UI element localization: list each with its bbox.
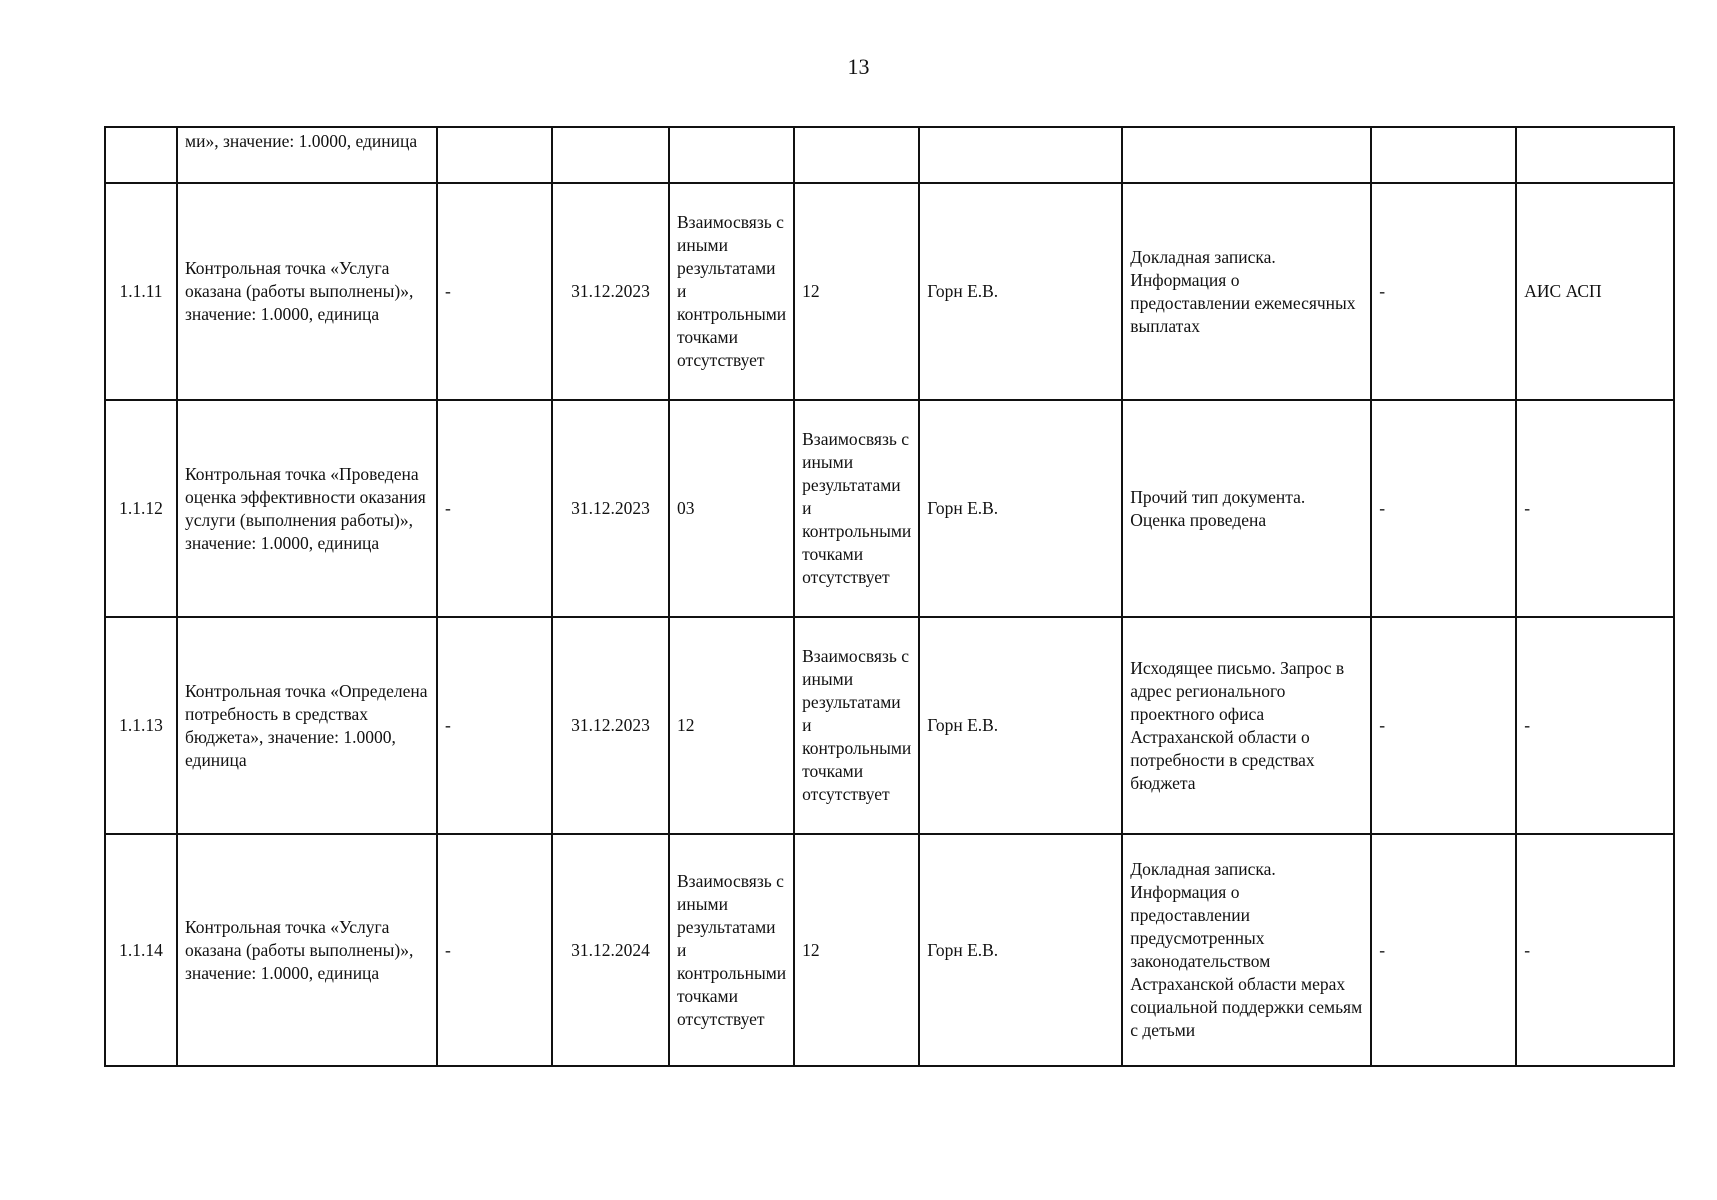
cell-document: Докладная записка. Информация о предоставлении предусмотренных законодательством Астраханской области мерах социальной поддержки семьям с детьми bbox=[1122, 834, 1371, 1066]
cell-document: Прочий тип документа. Оценка проведена bbox=[1122, 400, 1371, 617]
cell-number: 1.1.14 bbox=[105, 834, 177, 1066]
cell-number: 1.1.11 bbox=[105, 183, 177, 400]
cell-code: 03 bbox=[669, 400, 794, 617]
cell-responsible: Горн Е.В. bbox=[919, 834, 1122, 1066]
table-row bbox=[105, 617, 1674, 834]
cell-col3: - bbox=[437, 400, 552, 617]
cell-date: 31.12.2024 bbox=[552, 834, 669, 1066]
cell-code: 12 bbox=[669, 617, 794, 834]
cell-empty bbox=[669, 127, 794, 183]
cell-col3: - bbox=[437, 183, 552, 400]
control-points-table bbox=[104, 126, 1675, 1067]
cell-empty bbox=[437, 127, 552, 183]
cell-system: - bbox=[1516, 400, 1674, 617]
cell-code: 12 bbox=[794, 183, 919, 400]
cell-empty bbox=[105, 127, 177, 183]
cell-system: - bbox=[1516, 834, 1674, 1066]
cell-empty bbox=[1371, 127, 1516, 183]
cell-continued-text: ми», значение: 1.0000, единица bbox=[177, 127, 437, 183]
cell-col10: - bbox=[1371, 400, 1516, 617]
cell-date: 31.12.2023 bbox=[552, 617, 669, 834]
cell-date: 31.12.2023 bbox=[552, 400, 669, 617]
cell-empty bbox=[794, 127, 919, 183]
cell-control-point: Контрольная точка «Определена потребность в средствах бюджета», значение: 1.0000, единица bbox=[177, 617, 437, 834]
cell-control-point: Контрольная точка «Услуга оказана (работы выполнены)», значение: 1.0000, единица bbox=[177, 183, 437, 400]
cell-responsible: Горн Е.В. bbox=[919, 617, 1122, 834]
cell-system: - bbox=[1516, 617, 1674, 834]
table-row bbox=[105, 834, 1674, 1066]
cell-responsible: Горн Е.В. bbox=[919, 183, 1122, 400]
cell-number: 1.1.12 bbox=[105, 400, 177, 617]
cell-empty bbox=[1122, 127, 1371, 183]
cell-system: АИС АСП bbox=[1516, 183, 1674, 400]
cell-col10: - bbox=[1371, 617, 1516, 834]
cell-col10: - bbox=[1371, 834, 1516, 1066]
cell-number: 1.1.13 bbox=[105, 617, 177, 834]
cell-control-point: Контрольная точка «Услуга оказана (работы выполнены)», значение: 1.0000, единица bbox=[177, 834, 437, 1066]
page-number: 13 bbox=[847, 54, 870, 79]
cell-empty bbox=[552, 127, 669, 183]
cell-relation: Взаимосвязь с иными результатами и контрольными точками отсутствует bbox=[794, 617, 919, 834]
cell-col10: - bbox=[1371, 183, 1516, 400]
table-row-continued bbox=[105, 127, 1674, 183]
table-row bbox=[105, 400, 1674, 617]
cell-col3: - bbox=[437, 834, 552, 1066]
cell-date: 31.12.2023 bbox=[552, 183, 669, 400]
table-row bbox=[105, 183, 1674, 400]
cell-responsible: Горн Е.В. bbox=[919, 400, 1122, 617]
cell-control-point: Контрольная точка «Проведена оценка эффективности оказания услуги (выполнения работы)», значение: 1.0000, единица bbox=[177, 400, 437, 617]
cell-relation: Взаимосвязь с иными результатами и контрольными точками отсутствует bbox=[669, 183, 794, 400]
cell-col3: - bbox=[437, 617, 552, 834]
cell-empty bbox=[1516, 127, 1674, 183]
cell-code: 12 bbox=[794, 834, 919, 1066]
cell-document: Докладная записка. Информация о предоставлении ежемесячных выплатах bbox=[1122, 183, 1371, 400]
cell-relation: Взаимосвязь с иными результатами и контрольными точками отсутствует bbox=[669, 834, 794, 1066]
cell-document: Исходящее письмо. Запрос в адрес регионального проектного офиса Астраханской области о потребности в средствах бюджета bbox=[1122, 617, 1371, 834]
cell-empty bbox=[919, 127, 1122, 183]
cell-relation: Взаимосвязь с иными результатами и контрольными точками отсутствует bbox=[794, 400, 919, 617]
